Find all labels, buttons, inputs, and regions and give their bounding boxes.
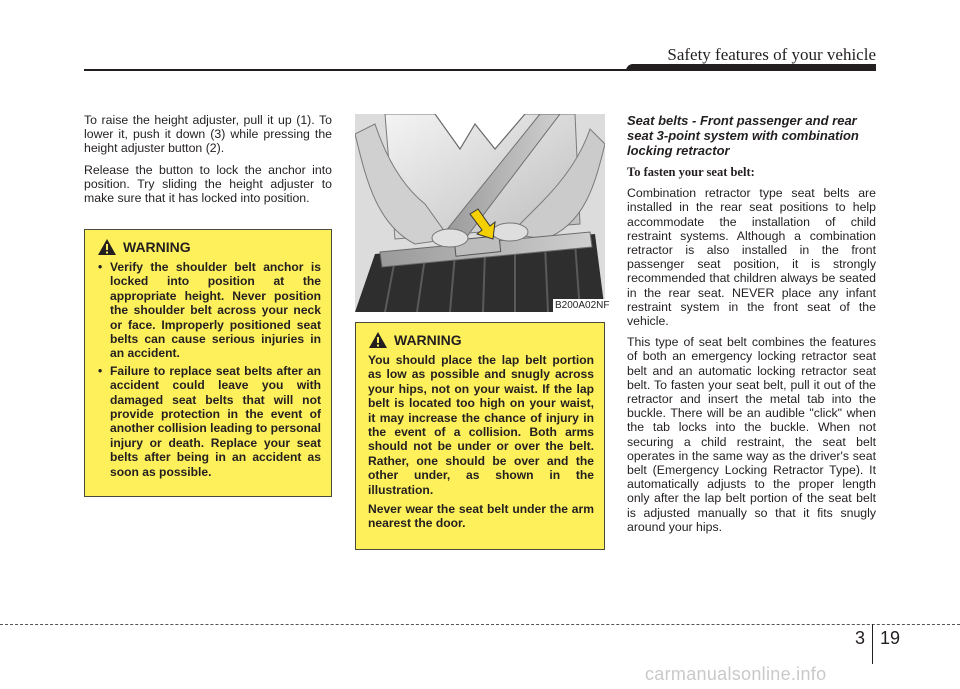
left-column [84, 113, 332, 212]
warning-box [355, 322, 605, 550]
body-paragraph: This type of seat belt combines the features of both an emergency locking retractor seat belt and an automatic locking retractor seat belt. To fasten your seat belt, pull it out of the retractor and insert the metal tab into the buckle. There will be an audible "click" when the tab locks into the buckle. When not securing a child restraint, the seat belt operates in the same way as the driver's seat belt (Emergency Locking Retractor Type). It automatically adjusts to the proper length only after the lap belt portion of the seat belt is adjusted manually so that it fits snugly around your hips. [627, 335, 876, 534]
warning-item: • Failure to replace seat belts after an accident could leave you with damaged seat belts that will not provide protection in the event of another collision leading to personal injury or death. Replace your seat belts after being in an accident as soon as possible. [110, 364, 321, 479]
body-paragraph: To raise the height adjuster, pull it up (1). To lower it, push it down (3) while pressing the height adjuster button (2). [84, 113, 332, 156]
page-number: 19 [880, 628, 901, 648]
body-paragraph: Combination retractor type seat belts are installed in the rear seat positions to help accommodate the installation of child restraint systems. Although a combination retractor is also installed in the front passenger seat position, it is strongly recommended that children always be seated in the rear seat. NEVER place any infant restraint system in the front seat of the vehicle. [627, 186, 876, 329]
section-subheading-2: To fasten your seat belt: [627, 165, 755, 179]
warning-header [97, 238, 321, 256]
chapter-number: 3 [855, 628, 866, 648]
seat-belt-drawing [355, 114, 605, 312]
footer-rule [0, 624, 960, 625]
section-subheading: Seat belts - Front passenger and rear seat 3-point system with combination locking retractor [627, 113, 859, 158]
figure-caption: B200A02NF [555, 300, 610, 311]
warning-paragraph: You should place the lap belt portion as low as possible and snugly across your hips, not on your waist. If the lap belt is located too high on your waist, it may increase the chance of injury in the event of a collision. Both arms should not be under or over the belt. Rather, one should be over and the other under, as shown in the illustration. [368, 353, 594, 497]
warning-triangle-icon [97, 238, 117, 256]
warning-title: WARNING [394, 332, 462, 348]
warning-title: WARNING [123, 239, 191, 255]
watermark: carmanualsonline.info [645, 664, 827, 684]
right-column [627, 113, 876, 541]
body-paragraph: Release the button to lock the anchor into position. Try sliding the height adjuster to make sure that it has locked into position. [84, 162, 332, 206]
warning-header [368, 331, 594, 349]
warning-item: • Verify the shoulder belt anchor is locked into position at the appropriate height. Never position the shoulder belt across your neck or face. Improperly positioned seat belts can cause serious injuries in an accident. [110, 260, 321, 361]
warning-paragraph: Never wear the seat belt under the arm nearest the door. [368, 502, 594, 531]
page-separator [872, 624, 873, 664]
warning-box [84, 229, 332, 497]
section-title: Safety features of your vehicle [667, 45, 876, 64]
header-tab [626, 64, 876, 71]
warning-list [97, 260, 321, 479]
seat-belt-illustration [355, 114, 605, 312]
warning-triangle-icon [368, 331, 388, 349]
